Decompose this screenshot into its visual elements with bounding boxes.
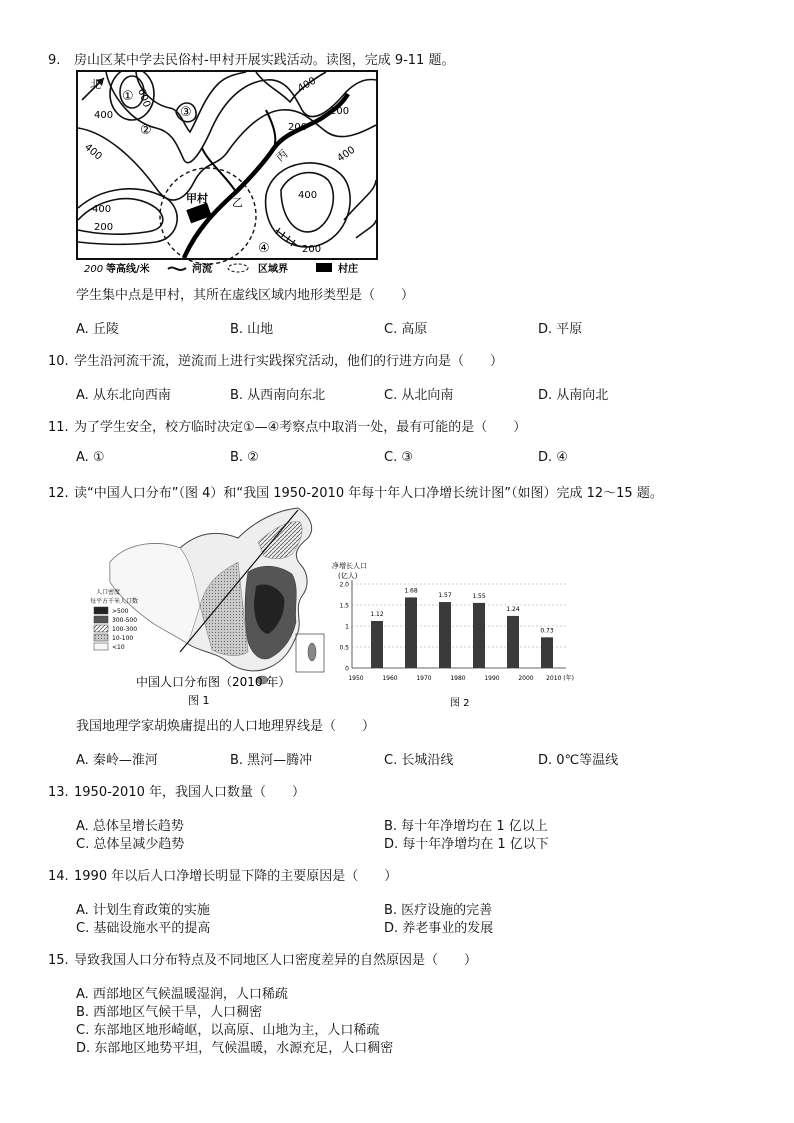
- question-text: 读“中国人口分布”（图 4）和“我国 1950-2010 年每十年人口净增长统计图”（如图）完成 12～15 题。: [74, 486, 663, 501]
- q11-stem: [48, 416, 526, 435]
- question-text: 房山区某中学去民俗村-甲村开展实践活动。读图，完成 9-11 题。: [74, 53, 455, 68]
- question-number: 10.: [48, 354, 69, 369]
- q11-option-a[interactable]: A. ①: [76, 450, 105, 465]
- x-tick-label: 1950: [348, 675, 364, 682]
- point-3-label: ③: [180, 105, 192, 120]
- bar-value-label: 0.73: [540, 627, 554, 635]
- q9-subquestion: 学生集中点是甲村，其所在虚线区域内地形类型是（ ）: [76, 288, 415, 303]
- legend-item: 100-300: [112, 626, 138, 633]
- q10-option-a[interactable]: A. 从东北向西南: [76, 388, 171, 403]
- q9-option-c[interactable]: C. 高原: [384, 322, 428, 337]
- contour-label: 200: [288, 122, 308, 133]
- y-tick-label: 0: [345, 665, 349, 673]
- legend-item: 300-500: [112, 617, 138, 624]
- bar: [507, 616, 519, 668]
- x-tick-label: 2000: [518, 675, 534, 682]
- q15-stem: [48, 949, 477, 968]
- legend-item: <10: [112, 644, 125, 651]
- question-number: 14.: [48, 869, 69, 884]
- legend-village-label: 村庄: [338, 264, 358, 275]
- yi-label: 乙: [232, 196, 243, 209]
- q13-stem: [48, 781, 305, 800]
- q14-option-d[interactable]: D. 养老事业的发展: [384, 921, 494, 936]
- q13-option-d[interactable]: D. 每十年净增均在 1 亿以下: [384, 837, 549, 852]
- q11-option-b[interactable]: B. ②: [230, 450, 259, 465]
- legend-contour-label: 等高线/米: [106, 264, 150, 275]
- population-density-map: [88, 502, 328, 708]
- x-tick-label: 1980: [450, 675, 466, 682]
- question-number: 12.: [48, 486, 69, 501]
- contour-label: 400: [298, 190, 318, 201]
- question-text: 1990 年以后人口净增长明显下降的主要原因是（ ）: [74, 869, 398, 884]
- q12-option-a[interactable]: A. 秦岭—淮河: [76, 753, 158, 768]
- q10-option-b[interactable]: B. 从西南向东北: [230, 388, 326, 403]
- legend-river-label: 河流: [192, 264, 212, 275]
- legend-contour-number: 200: [84, 264, 104, 275]
- q14-option-a[interactable]: A. 计划生育政策的实施: [76, 903, 210, 918]
- x-tick-label: 1970: [416, 675, 432, 682]
- bar: [405, 597, 417, 668]
- bar-value-label: 1.12: [370, 610, 384, 618]
- q15-option-c[interactable]: C. 东部地区地形崎岖，以高原、山地为主，人口稀疏: [76, 1023, 380, 1038]
- bar: [473, 603, 485, 668]
- q15-option-d[interactable]: D. 东部地区地势平坦，气候温暖，水源充足，人口稠密: [76, 1041, 394, 1056]
- q12-option-b[interactable]: B. 黑河—腾冲: [230, 753, 313, 768]
- q12-option-c[interactable]: C. 长城沿线: [384, 753, 454, 768]
- bar: [541, 637, 553, 668]
- legend-item: 10-100: [112, 635, 134, 642]
- q9-option-b[interactable]: B. 山地: [230, 322, 274, 337]
- question-text: 学生沿河流干流，逆流而上进行实践探究活动，他们的行进方向是（ ）: [74, 354, 504, 369]
- q14-option-b[interactable]: B. 医疗设施的完善: [384, 903, 493, 918]
- village-legend-icon: [316, 263, 332, 272]
- village-label: 甲村: [186, 192, 208, 205]
- bar: [371, 621, 383, 668]
- y-tick-label: 0.5: [339, 644, 349, 652]
- question-number: 9.: [48, 53, 61, 68]
- q13-option-c[interactable]: C. 总体呈减少趋势: [76, 837, 185, 852]
- question-text: 导致我国人口分布特点及不同地区人口密度差异的自然原因是（ ）: [74, 953, 478, 968]
- legend-title: 人口密度: [96, 589, 121, 596]
- q12-subquestion: 我国地理学家胡焕庸提出的人口地理界线是（ ）: [76, 719, 376, 734]
- q9-stem: [48, 49, 454, 68]
- legend-item: >500: [112, 608, 129, 615]
- point-1-label: ①: [122, 89, 134, 104]
- topographic-map: [76, 70, 378, 276]
- y-tick-label: 2.0: [339, 581, 349, 589]
- contour-label: 400: [296, 75, 319, 95]
- q11-option-c[interactable]: C. ③: [384, 450, 413, 465]
- q12-stem: [48, 482, 663, 501]
- fig1-title: 中国人口分布图（2010 年）: [136, 675, 291, 689]
- point-4-label: ④: [258, 241, 270, 256]
- fig1-caption: 图 1: [188, 694, 210, 707]
- y-tick-label: 1.5: [339, 602, 349, 610]
- q13-option-b[interactable]: B. 每十年净增均在 1 亿以上: [384, 819, 548, 834]
- bar-value-label: 1.24: [506, 605, 520, 613]
- fig2-caption: 图 2: [450, 698, 470, 709]
- q11-option-d[interactable]: D. ④: [538, 450, 568, 465]
- question-number: 13.: [48, 785, 69, 800]
- q15-option-b[interactable]: B. 西部地区气候干旱，人口稠密: [76, 1005, 263, 1020]
- legend-region-label: 区域界: [258, 264, 288, 275]
- region-legend-icon: [228, 264, 248, 272]
- question-text: 1950-2010 年，我国人口数量（ ）: [74, 785, 305, 800]
- contour-label: 400: [92, 204, 112, 215]
- contour-label: 400: [82, 141, 104, 163]
- north-label: 北: [90, 78, 101, 91]
- y-axis-unit: (亿人): [338, 572, 358, 580]
- x-tick-label: 2010 (年): [546, 675, 574, 682]
- contour-label: 200: [302, 244, 322, 255]
- river-legend-icon: [168, 268, 186, 270]
- q12-option-d[interactable]: D. 0℃等温线: [538, 753, 619, 768]
- y-tick-label: 1: [345, 623, 349, 631]
- population-growth-chart: [330, 558, 580, 710]
- q9-option-a[interactable]: A. 丘陵: [76, 322, 119, 337]
- contour-label: 400: [94, 110, 114, 121]
- bar-value-label: 1.68: [404, 587, 418, 595]
- bar-value-label: 1.57: [438, 592, 452, 600]
- q9-option-d[interactable]: D. 平原: [538, 322, 583, 337]
- contour-label: 200: [330, 106, 350, 117]
- bing-label: 丙: [273, 147, 291, 165]
- bar-value-label: 1.55: [472, 592, 486, 600]
- point-2-label: ②: [140, 123, 152, 138]
- q14-stem: [48, 865, 397, 884]
- legend-subtitle: 每平方千米人口数: [90, 598, 139, 605]
- q15-option-a[interactable]: A. 西部地区气候温暖湿润，人口稀疏: [76, 987, 288, 1002]
- question-number: 15.: [48, 953, 69, 968]
- q10-stem: [48, 350, 503, 369]
- contour-label: 200: [94, 222, 114, 233]
- q13-option-a[interactable]: A. 总体呈增长趋势: [76, 819, 184, 834]
- contour-label: 400: [335, 144, 358, 165]
- bar: [439, 602, 451, 668]
- y-axis-label: 净增长人口: [332, 562, 367, 570]
- question-text: 为了学生安全，校方临时决定①—④考察点中取消一处，最有可能的是（ ）: [74, 420, 527, 435]
- q14-option-c[interactable]: C. 基础设施水平的提高: [76, 921, 211, 936]
- question-number: 11.: [48, 420, 69, 435]
- x-tick-label: 1990: [484, 675, 500, 682]
- x-tick-label: 1960: [382, 675, 398, 682]
- q10-option-c[interactable]: C. 从北向南: [384, 388, 454, 403]
- contour-label: 600: [135, 87, 153, 109]
- q10-option-d[interactable]: D. 从南向北: [538, 388, 609, 403]
